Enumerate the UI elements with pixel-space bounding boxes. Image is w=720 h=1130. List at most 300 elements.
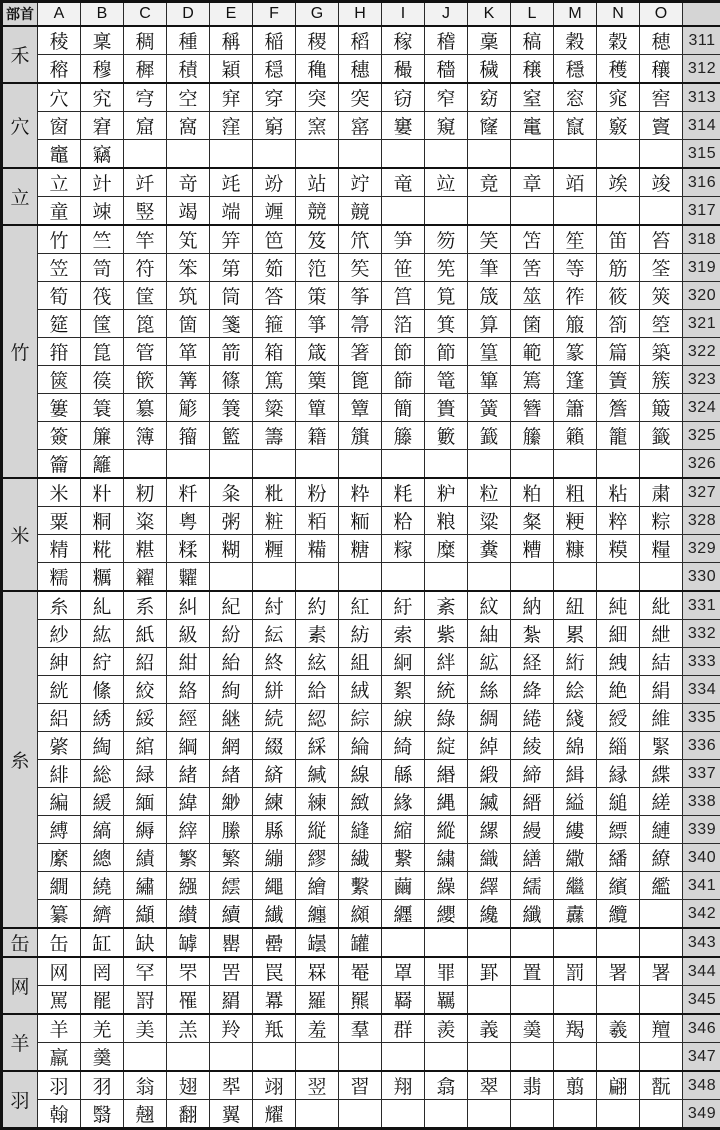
kanji-cell: 簟 [339, 394, 382, 422]
row-number-cell: 333 [683, 648, 720, 676]
kanji-cell: 翆 [210, 1071, 253, 1100]
kanji-cell [554, 450, 597, 479]
kanji-cell: 粟 [38, 507, 81, 535]
table-row [2, 620, 720, 648]
kanji-cell [167, 450, 210, 479]
kanji-cell: 突 [339, 83, 382, 112]
kanji-cell: 籐 [382, 422, 425, 450]
kanji-cell: 竭 [167, 197, 210, 226]
table-row [2, 591, 720, 620]
column-header-K: K [468, 2, 511, 27]
kanji-cell: 竃 [511, 112, 554, 140]
kanji-cell: 竸 [339, 197, 382, 226]
kanji-cell: 筥 [382, 282, 425, 310]
kanji-cell: 糺 [81, 591, 124, 620]
kanji-cell: 竓 [210, 168, 253, 197]
kanji-cell: 粲 [511, 507, 554, 535]
kanji-cell: 縊 [554, 788, 597, 816]
kanji-cell: 綺 [382, 732, 425, 760]
kanji-cell: 箝 [38, 338, 81, 366]
column-header-I: I [382, 2, 425, 27]
kanji-cell: 紲 [640, 620, 683, 648]
row-number-cell: 318 [683, 225, 720, 254]
kanji-cell: 簗 [253, 394, 296, 422]
kanji-cell: 糟 [511, 535, 554, 563]
kanji-cell: 罅 [167, 928, 210, 957]
kanji-cell: 紀 [210, 591, 253, 620]
kanji-cell: 纔 [468, 900, 511, 929]
kanji-cell: 竜 [382, 168, 425, 197]
kanji-cell: 絞 [124, 676, 167, 704]
radical-cell: 立 [2, 168, 38, 225]
table-row [2, 422, 720, 450]
kanji-cell: 箍 [253, 310, 296, 338]
kanji-cell: 糠 [554, 535, 597, 563]
kanji-cell: 窺 [425, 112, 468, 140]
kanji-cell: 羽 [38, 1071, 81, 1100]
row-number-cell: 336 [683, 732, 720, 760]
kanji-cell: 罐 [339, 928, 382, 957]
kanji-cell: 穂 [640, 26, 683, 55]
radical-cell: 羽 [2, 1071, 38, 1129]
kanji-cell: 竄 [554, 112, 597, 140]
kanji-cell: 紊 [425, 591, 468, 620]
kanji-cell: 籵 [81, 478, 124, 507]
row-number-cell: 314 [683, 112, 720, 140]
kanji-cell: 紬 [468, 620, 511, 648]
row-number-cell: 344 [683, 957, 720, 986]
kanji-cell: 翻 [167, 1100, 210, 1129]
kanji-cell: 纃 [81, 900, 124, 929]
column-header-C: C [124, 2, 167, 27]
row-number-cell: 312 [683, 55, 720, 84]
kanji-cell: 糀 [81, 535, 124, 563]
kanji-cell: 織 [468, 844, 511, 872]
kanji-cell: 罎 [296, 928, 339, 957]
kanji-cell: 糴 [124, 563, 167, 592]
table-row [2, 732, 720, 760]
kanji-cell: 罷 [81, 986, 124, 1015]
kanji-cell: 繆 [296, 844, 339, 872]
kanji-cell [296, 563, 339, 592]
kanji-cell: 綵 [296, 732, 339, 760]
kanji-cell: 笠 [38, 254, 81, 282]
row-number-cell: 317 [683, 197, 720, 226]
row-number-cell: 325 [683, 422, 720, 450]
kanji-cell: 竍 [81, 168, 124, 197]
kanji-cell: 穣 [511, 55, 554, 84]
kanji-cell: 繫 [339, 872, 382, 900]
row-number-cell: 340 [683, 844, 720, 872]
kanji-cell: 篦 [339, 366, 382, 394]
row-number-cell: 322 [683, 338, 720, 366]
kanji-cell: 籠 [597, 422, 640, 450]
table-row [2, 788, 720, 816]
kanji-cell: 籖 [468, 422, 511, 450]
table-row [2, 760, 720, 788]
kanji-cell: 緣 [382, 788, 425, 816]
kanji-cell: 簧 [468, 394, 511, 422]
kanji-cell [511, 140, 554, 169]
kanji-cell: 索 [382, 620, 425, 648]
kanji-cell [511, 563, 554, 592]
kanji-cell: 緜 [382, 760, 425, 788]
kanji-cell [597, 563, 640, 592]
kanji-table-body [2, 2, 720, 1129]
kanji-cell: 緻 [339, 788, 382, 816]
kanji-cell: 粫 [339, 507, 382, 535]
kanji-cell: 縒 [640, 788, 683, 816]
kanji-cell: 絮 [382, 676, 425, 704]
kanji-cell: 絛 [81, 676, 124, 704]
kanji-cell: 籍 [296, 422, 339, 450]
kanji-cell: 簷 [597, 394, 640, 422]
kanji-cell [554, 986, 597, 1015]
kanji-cell [124, 450, 167, 479]
kanji-cell: 纐 [339, 900, 382, 929]
column-header-D: D [167, 2, 210, 27]
kanji-cell: 篌 [81, 366, 124, 394]
kanji-cell: 羈 [425, 986, 468, 1015]
kanji-cell: 答 [253, 282, 296, 310]
kanji-cell: 窟 [124, 112, 167, 140]
kanji-cell: 穆 [81, 55, 124, 84]
kanji-cell: 纖 [511, 900, 554, 929]
kanji-cell: 羸 [38, 1043, 81, 1072]
kanji-cell: 素 [296, 620, 339, 648]
kanji-cell: 積 [167, 55, 210, 84]
kanji-cell: 絵 [554, 676, 597, 704]
kanji-cell: 綸 [339, 732, 382, 760]
column-header-J: J [425, 2, 468, 27]
kanji-cell: 練 [296, 788, 339, 816]
table-row [2, 928, 720, 957]
table-row [2, 478, 720, 507]
kanji-cell: 筋 [597, 254, 640, 282]
row-number-cell: 349 [683, 1100, 720, 1129]
kanji-cell: 笨 [167, 254, 210, 282]
kanji-cell: 總 [81, 844, 124, 872]
kanji-cell: 繿 [640, 872, 683, 900]
kanji-cell: 粋 [339, 478, 382, 507]
kanji-cell: 翊 [253, 1071, 296, 1100]
kanji-cell: 翡 [511, 1071, 554, 1100]
kanji-cell: 笏 [425, 225, 468, 254]
kanji-cell: 簀 [597, 366, 640, 394]
kanji-cell [382, 140, 425, 169]
kanji-cell: 穡 [425, 55, 468, 84]
row-number-cell: 334 [683, 676, 720, 704]
kanji-cell: 糘 [382, 535, 425, 563]
table-row [2, 310, 720, 338]
kanji-cell: 縲 [468, 816, 511, 844]
kanji-cell [253, 563, 296, 592]
kanji-cell: 維 [640, 704, 683, 732]
kanji-cell: 絨 [339, 676, 382, 704]
kanji-cell: 羯 [554, 1014, 597, 1043]
kanji-cell: 署 [640, 957, 683, 986]
kanji-cell: 羅 [296, 986, 339, 1015]
kanji-cell [597, 986, 640, 1015]
kanji-cell: 翦 [554, 1071, 597, 1100]
column-header-N: N [597, 2, 640, 27]
kanji-cell: 繭 [382, 872, 425, 900]
kanji-cell: 習 [339, 1071, 382, 1100]
kanji-cell: 稻 [339, 26, 382, 55]
kanji-cell: 稾 [468, 26, 511, 55]
kanji-cell: 粭 [382, 507, 425, 535]
kanji-cell: 网 [38, 957, 81, 986]
kanji-cell: 紆 [382, 591, 425, 620]
kanji-cell: 糎 [253, 535, 296, 563]
kanji-cell: 竅 [597, 112, 640, 140]
kanji-cell: 綯 [81, 732, 124, 760]
kanji-cell: 糶 [167, 563, 210, 592]
kanji-cell: 篝 [167, 366, 210, 394]
column-header-radical: 部首 [2, 2, 38, 27]
kanji-cell: 纂 [38, 900, 81, 929]
column-header-B: B [81, 2, 124, 27]
kanji-cell: 羽 [81, 1071, 124, 1100]
kanji-cell: 範 [511, 338, 554, 366]
kanji-cell: 総 [81, 760, 124, 788]
kanji-cell: 窪 [210, 112, 253, 140]
kanji-cell: 筝 [339, 282, 382, 310]
kanji-cell: 纉 [167, 900, 210, 929]
kanji-cell: 米 [38, 478, 81, 507]
kanji-cell [210, 140, 253, 169]
kanji-cell: 經 [167, 704, 210, 732]
table-row [2, 366, 720, 394]
row-number-cell: 335 [683, 704, 720, 732]
kanji-cell: 縢 [210, 816, 253, 844]
kanji-cell [511, 1100, 554, 1129]
kanji-cell: 縮 [382, 816, 425, 844]
kanji-cell: 羮 [511, 1014, 554, 1043]
radical-cell: 羊 [2, 1014, 38, 1071]
row-number-cell: 338 [683, 788, 720, 816]
kanji-cell: 粹 [597, 507, 640, 535]
kanji-cell: 策 [296, 282, 339, 310]
kanji-cell: 紹 [124, 648, 167, 676]
kanji-cell: 窗 [38, 112, 81, 140]
kanji-cell [640, 450, 683, 479]
kanji-cell: 羲 [597, 1014, 640, 1043]
row-number-cell: 315 [683, 140, 720, 169]
kanji-cell: 粃 [253, 478, 296, 507]
kanji-cell: 署 [597, 957, 640, 986]
row-number-cell: 337 [683, 760, 720, 788]
kanji-cell: 竦 [81, 197, 124, 226]
column-header-H: H [339, 2, 382, 27]
kanji-cell [511, 928, 554, 957]
kanji-cell: 竇 [640, 112, 683, 140]
kanji-cell: 緊 [640, 732, 683, 760]
kanji-cell: 縵 [511, 816, 554, 844]
kanji-cell: 粽 [640, 507, 683, 535]
kanji-cell: 義 [468, 1014, 511, 1043]
kanji-cell [339, 450, 382, 479]
table-row [2, 450, 720, 479]
kanji-cell: 繍 [425, 844, 468, 872]
kanji-cell: 簡 [382, 394, 425, 422]
kanji-cell: 簑 [81, 394, 124, 422]
kanji-cell: 結 [640, 648, 683, 676]
kanji-cell [382, 197, 425, 226]
column-header-number [683, 2, 720, 27]
kanji-cell: 緇 [597, 732, 640, 760]
kanji-cell: 種 [167, 26, 210, 55]
kanji-cell: 紳 [38, 648, 81, 676]
kanji-cell [425, 450, 468, 479]
kanji-cell: 究 [81, 83, 124, 112]
kanji-cell: 纈 [124, 900, 167, 929]
kanji-cell: 糢 [597, 535, 640, 563]
table-row [2, 26, 720, 55]
kanji-cell: 簸 [640, 394, 683, 422]
kanji-cell: 紂 [253, 591, 296, 620]
kanji-cell: 繰 [425, 872, 468, 900]
kanji-cell: 絶 [597, 676, 640, 704]
kanji-cell: 綟 [382, 704, 425, 732]
kanji-cell: 簣 [425, 394, 468, 422]
table-row [2, 112, 720, 140]
kanji-cell: 罧 [296, 957, 339, 986]
table-row [2, 676, 720, 704]
kanji-cell: 簞 [296, 394, 339, 422]
kanji-cell: 稟 [81, 26, 124, 55]
column-header-F: F [253, 2, 296, 27]
kanji-cell: 緘 [296, 760, 339, 788]
kanji-cell: 緋 [38, 760, 81, 788]
kanji-cell: 羌 [81, 1014, 124, 1043]
kanji-cell: 竢 [597, 168, 640, 197]
table-row [2, 816, 720, 844]
kanji-cell: 縋 [597, 788, 640, 816]
kanji-cell [597, 928, 640, 957]
table-row [2, 1014, 720, 1043]
row-number-cell: 319 [683, 254, 720, 282]
kanji-cell: 笞 [640, 225, 683, 254]
kanji-cell: 糾 [167, 591, 210, 620]
table-row [2, 168, 720, 197]
kanji-cell: 笙 [554, 225, 597, 254]
kanji-cell: 翹 [124, 1100, 167, 1129]
kanji-cell: 童 [38, 197, 81, 226]
kanji-cell: 縫 [339, 816, 382, 844]
row-number-cell: 313 [683, 83, 720, 112]
kanji-cell: 突 [296, 83, 339, 112]
row-number-cell: 329 [683, 535, 720, 563]
kanji-cell: 罌 [210, 928, 253, 957]
kanji-cell: 紋 [468, 591, 511, 620]
kanji-cell: 繊 [339, 844, 382, 872]
kanji-cell: 籃 [210, 422, 253, 450]
kanji-cell: 筺 [81, 310, 124, 338]
kanji-cell: 籌 [253, 422, 296, 450]
kanji-cell [296, 450, 339, 479]
kanji-cell: 羞 [296, 1014, 339, 1043]
kanji-cell: 繖 [554, 844, 597, 872]
kanji-cell: 翼 [210, 1100, 253, 1129]
kanji-cell: 笘 [511, 225, 554, 254]
kanji-cell: 簾 [81, 422, 124, 450]
kanji-cell: 籘 [511, 422, 554, 450]
kanji-cell: 繁 [167, 844, 210, 872]
kanji-cell: 籾 [124, 478, 167, 507]
kanji-cell: 翕 [425, 1071, 468, 1100]
kanji-cell: 箟 [81, 338, 124, 366]
kanji-cell: 羔 [167, 1014, 210, 1043]
kanji-cell: 緲 [210, 788, 253, 816]
kanji-cell [468, 197, 511, 226]
kanji-cell: 空 [167, 83, 210, 112]
kanji-cell: 篋 [38, 366, 81, 394]
table-row [2, 535, 720, 563]
kanji-cell: 紕 [640, 591, 683, 620]
kanji-cell: 粤 [167, 507, 210, 535]
row-number-cell: 343 [683, 928, 720, 957]
kanji-cell: 篆 [554, 338, 597, 366]
table-row [2, 83, 720, 112]
kanji-cell: 罰 [554, 957, 597, 986]
kanji-cell: 纜 [597, 900, 640, 929]
kanji-cell: 粡 [81, 507, 124, 535]
kanji-cell: 粗 [554, 478, 597, 507]
kanji-cell: 縻 [38, 844, 81, 872]
kanji-cell [640, 1100, 683, 1129]
table-row [2, 254, 720, 282]
kanji-cell: 羊 [38, 1014, 81, 1043]
kanji-cell: 筏 [81, 282, 124, 310]
kanji-cell: 穀 [597, 26, 640, 55]
kanji-cell: 縟 [124, 816, 167, 844]
kanji-cell: 築 [640, 338, 683, 366]
row-number-cell: 324 [683, 394, 720, 422]
kanji-cell: 緖 [210, 760, 253, 788]
kanji-cell [554, 928, 597, 957]
kanji-cell [425, 140, 468, 169]
kanji-cell: 綽 [468, 732, 511, 760]
kanji-cell: 紜 [253, 620, 296, 648]
kanji-cell: 績 [124, 844, 167, 872]
kanji-cell [468, 450, 511, 479]
kanji-cell: 綠 [425, 704, 468, 732]
kanji-cell: 経 [511, 648, 554, 676]
kanji-cell: 粨 [296, 507, 339, 535]
kanji-cell [339, 140, 382, 169]
kanji-cell: 筰 [554, 282, 597, 310]
kanji-cell: 絋 [468, 648, 511, 676]
kanji-cell: 笑 [468, 225, 511, 254]
kanji-cell: 箜 [640, 310, 683, 338]
kanji-cell: 繧 [210, 872, 253, 900]
kanji-cell: 纒 [382, 900, 425, 929]
kanji-cell: 繼 [554, 872, 597, 900]
kanji-cell: 絆 [425, 648, 468, 676]
kanji-cell: 絃 [296, 648, 339, 676]
kanji-cell: 綛 [296, 704, 339, 732]
kanji-cell: 篩 [382, 366, 425, 394]
kanji-cell: 缺 [124, 928, 167, 957]
kanji-cell: 笊 [339, 225, 382, 254]
kanji-cell: 稲 [253, 26, 296, 55]
kanji-cell: 縹 [597, 816, 640, 844]
kanji-cell: 竈 [38, 140, 81, 169]
kanji-cell: 翔 [382, 1071, 425, 1100]
row-number-cell: 339 [683, 816, 720, 844]
kanji-cell: 笵 [296, 254, 339, 282]
